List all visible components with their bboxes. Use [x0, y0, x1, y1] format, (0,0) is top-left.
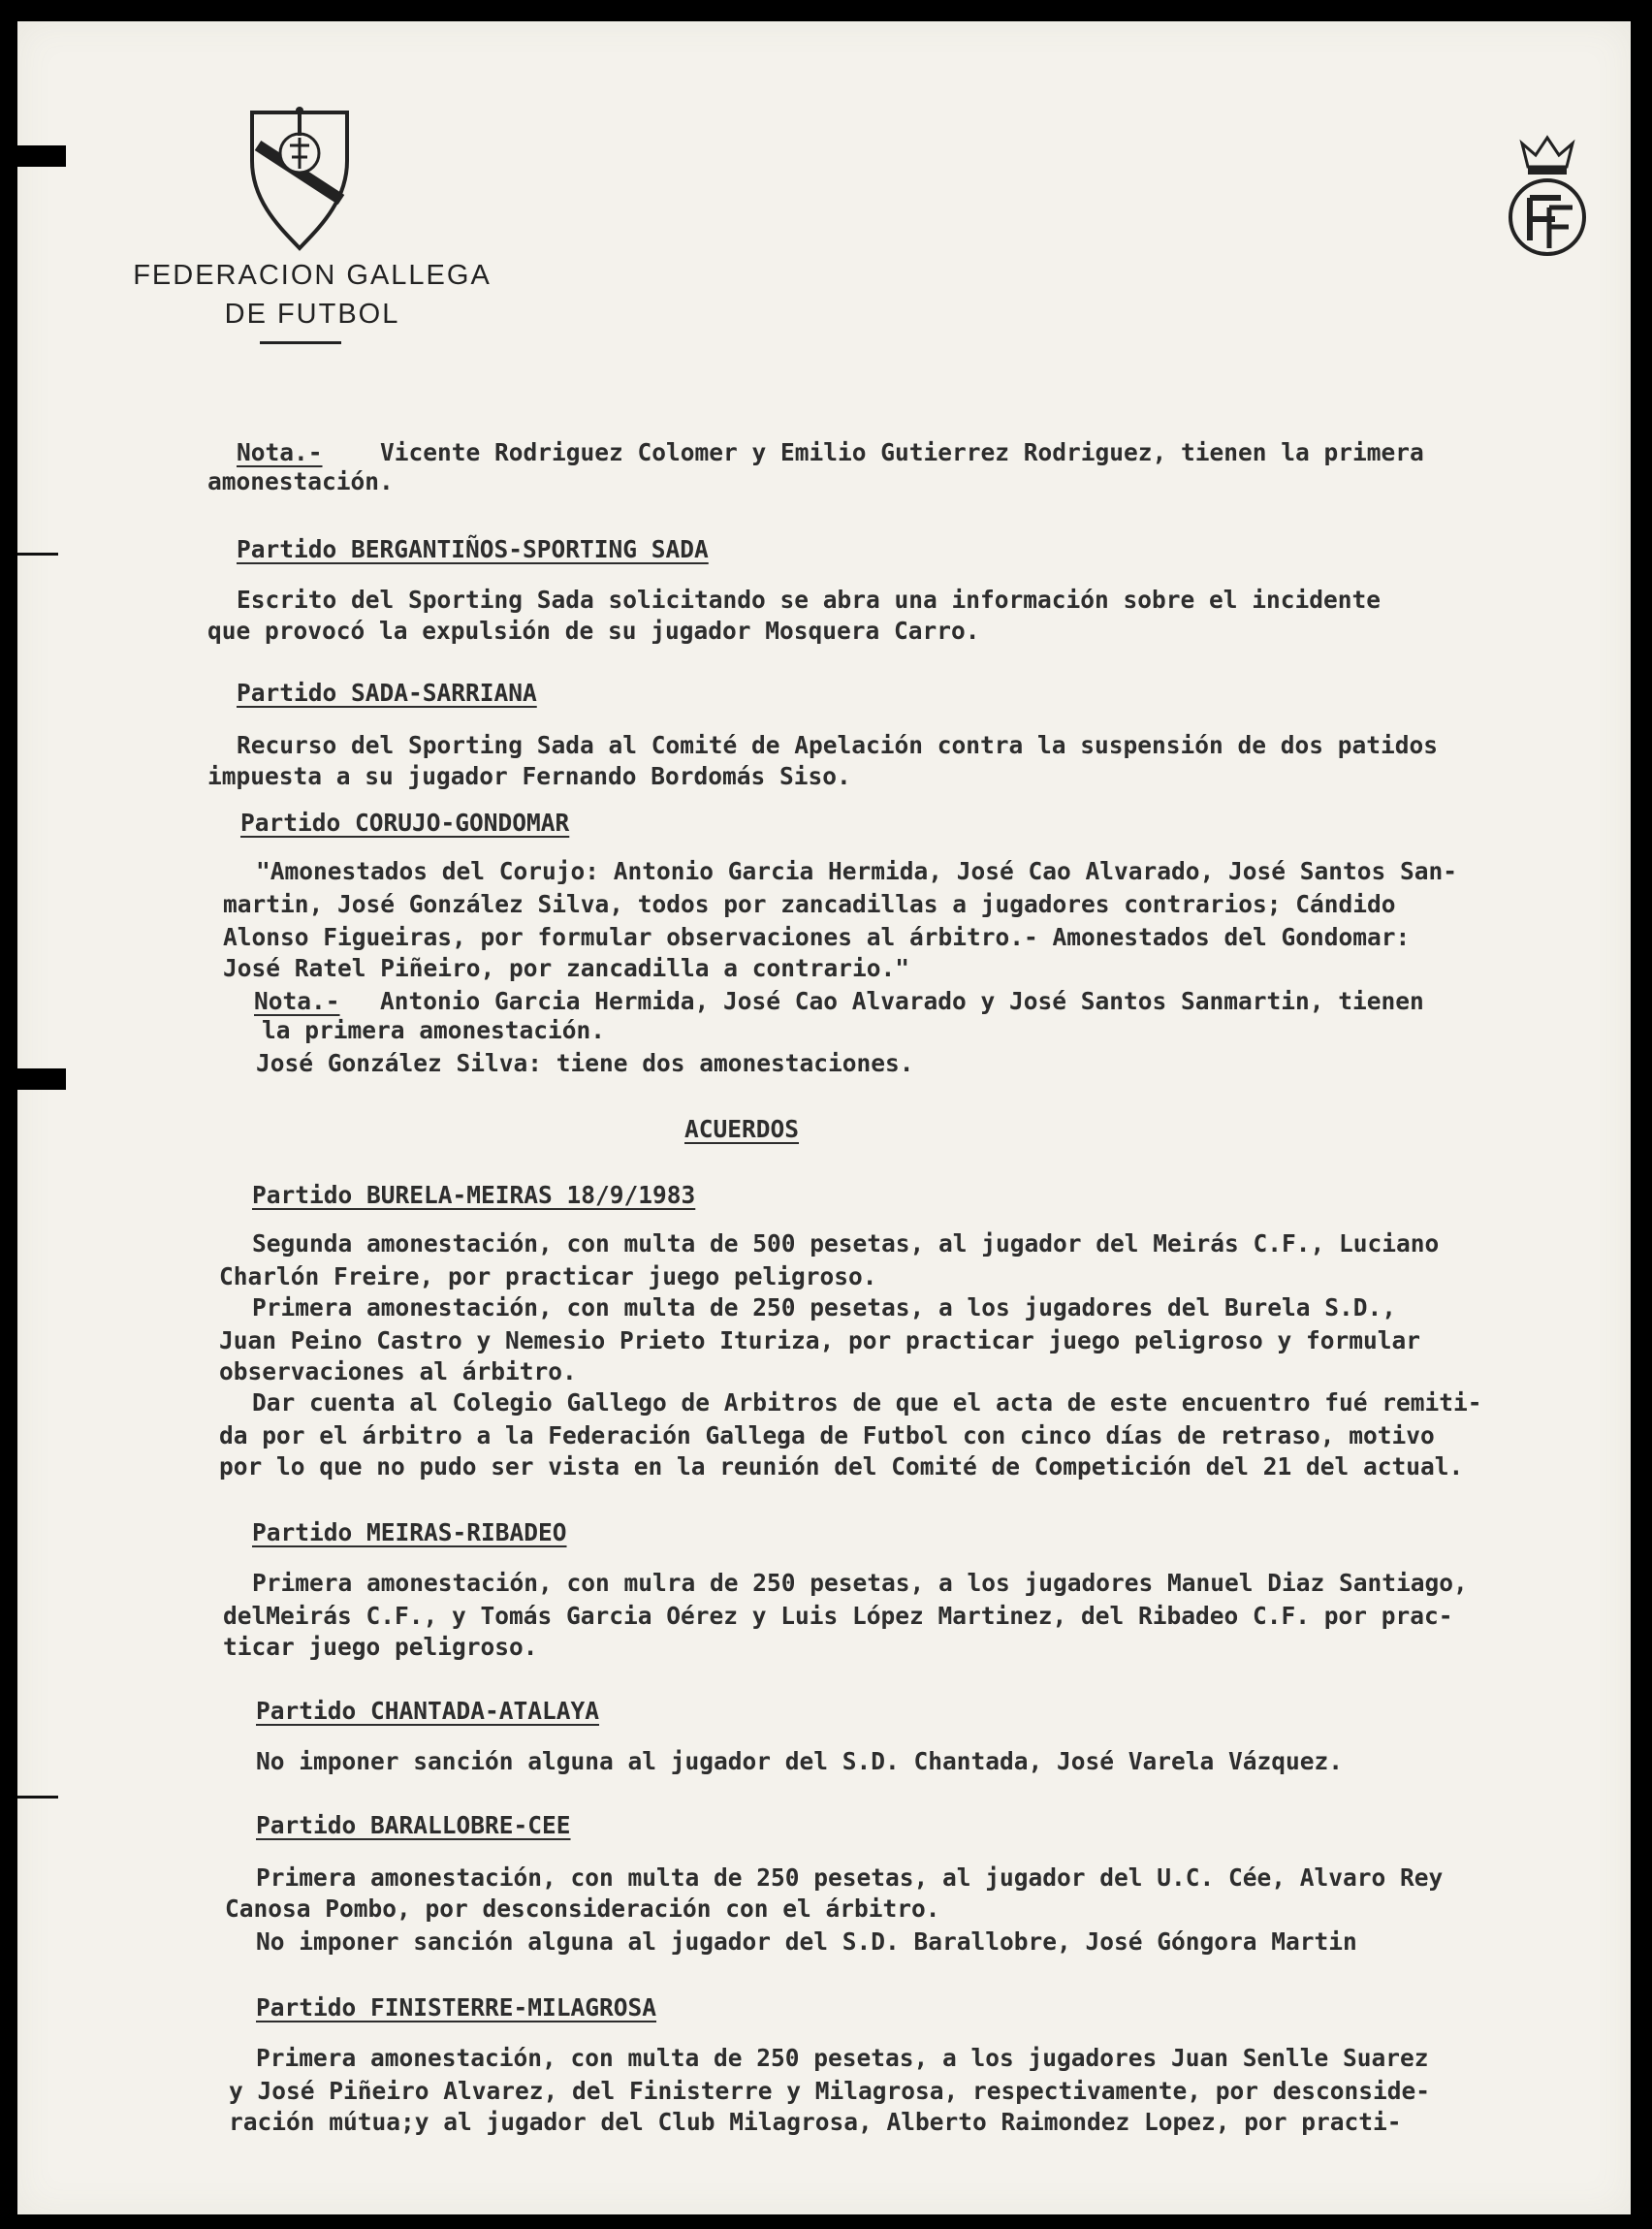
text-line: Vicente Rodriguez Colomer y Emilio Gutierrez Rodriguez, tienen la primera: [380, 438, 1424, 466]
text-line: Primera amonestación, con multa de 250 pesetas, al jugador del U.C. Cée, Alvaro Rey: [256, 1863, 1444, 1892]
text-line: Juan Peino Castro y Nemesio Prieto Ituriza, por practicar juego peligroso y formular: [219, 1326, 1421, 1354]
text-line: Charlón Freire, por practicar juego peligroso.: [219, 1262, 877, 1290]
federation-shield-logo: [248, 107, 351, 252]
text-line: Segunda amonestación, con multa de 500 pesetas, al jugador del Meirás C.F., Luciano: [252, 1229, 1440, 1258]
federation-name-line1: FEDERACION GALLEGA: [133, 260, 492, 291]
section-heading: Partido CHANTADA-ATALAYA: [256, 1697, 600, 1725]
federation-name-line2: DE FUTBOL: [224, 299, 400, 330]
nota-label: Nota.-: [254, 987, 340, 1015]
section-heading: Partido BERGANTIÑOS-SPORTING SADA: [237, 535, 709, 563]
federation-name: [99, 256, 525, 334]
rfef-crown-emblem: [1501, 128, 1594, 258]
text-line: delMeirás C.F., y Tomás Garcia Oérez y Luis López Martinez, del Ribadeo C.F. por prac-: [223, 1602, 1453, 1630]
text-line: Antonio Garcia Hermida, José Cao Alvarado y José Santos Sanmartin, tienen: [380, 987, 1424, 1015]
text-line: amonestación.: [207, 467, 394, 495]
text-line: No imponer sanción alguna al jugador del S.D. Chantada, José Varela Vázquez.: [256, 1747, 1344, 1775]
punch-hole-top: [17, 145, 66, 167]
text-line: la primera amonestación.: [262, 1016, 606, 1044]
text-line: ración mútua;y al jugador del Club Milagrosa, Alberto Raimondez Lopez, por practi-: [229, 2108, 1402, 2136]
margin-mark: [17, 553, 58, 556]
text-line: Dar cuenta al Colegio Gallego de Arbitros de que el acta de este encuentro fué remiti-: [252, 1388, 1482, 1417]
text-line: y José Piñeiro Alvarez, del Finisterre y Milagrosa, respectivamente, por desconside-: [229, 2077, 1431, 2105]
section-heading: Partido SADA-SARRIANA: [237, 679, 537, 707]
text-line: que provocó la expulsión de su jugador Mosquera Carro.: [207, 617, 980, 645]
document-page: [17, 21, 1631, 2214]
text-line: observaciones al árbitro.: [219, 1357, 577, 1385]
punch-hole-middle: [17, 1068, 66, 1090]
text-line: Canosa Pombo, por desconsideración con el árbitro.: [225, 1895, 940, 1923]
text-line: martin, José González Silva, todos por zancadillas a jugadores contrarios; Cándido: [223, 890, 1396, 918]
letterhead-rule: [260, 341, 341, 344]
text-line: Alonso Figueiras, por formular observaciones al árbitro.- Amonestados del Gondomar:: [223, 923, 1411, 951]
text-line: Primera amonestación, con multa de 250 pesetas, a los jugadores del Burela S.D.,: [252, 1293, 1397, 1321]
text-line: "Amonestados del Corujo: Antonio Garcia Hermida, José Cao Alvarado, José Santos San-: [256, 857, 1458, 885]
text-line: José Ratel Piñeiro, por zancadilla a contrario.": [223, 954, 910, 982]
section-heading: Partido BURELA-MEIRAS 18/9/1983: [252, 1181, 696, 1209]
section-heading: Partido BARALLOBRE-CEE: [256, 1811, 571, 1839]
text-line: No imponer sanción alguna al jugador del S.D. Barallobre, José Góngora Martin: [256, 1927, 1357, 1956]
text-line: Primera amonestación, con multa de 250 pesetas, a los jugadores Juan Senlle Suarez: [256, 2044, 1429, 2072]
text-line: José González Silva: tiene dos amonestaciones.: [256, 1049, 914, 1077]
text-line: por lo que no pudo ser vista en la reunión del Comité de Competición del 21 del actual.: [219, 1452, 1464, 1481]
text-line: Recurso del Sporting Sada al Comité de Apelación contra la suspensión de dos patidos: [237, 731, 1439, 759]
text-line: da por el árbitro a la Federación Gallega de Futbol con cinco días de retraso, motivo: [219, 1421, 1435, 1449]
section-heading: Partido CORUJO-GONDOMAR: [240, 809, 570, 837]
text-line: impuesta a su jugador Fernando Bordomás Siso.: [207, 762, 851, 790]
text-line: Primera amonestación, con mulra de 250 pesetas, a los jugadores Manuel Diaz Santiago,: [252, 1569, 1468, 1597]
text-line: ticar juego peligroso.: [223, 1633, 538, 1661]
section-heading: Partido FINISTERRE-MILAGROSA: [256, 1993, 657, 2022]
section-heading: Partido MEIRAS-RIBADEO: [252, 1518, 567, 1546]
acuerdos-heading: ACUERDOS: [684, 1115, 800, 1143]
text-line: Escrito del Sporting Sada solicitando se abra una información sobre el incidente: [237, 586, 1382, 614]
margin-mark: [17, 1796, 58, 1799]
nota-label: Nota.-: [237, 438, 323, 466]
